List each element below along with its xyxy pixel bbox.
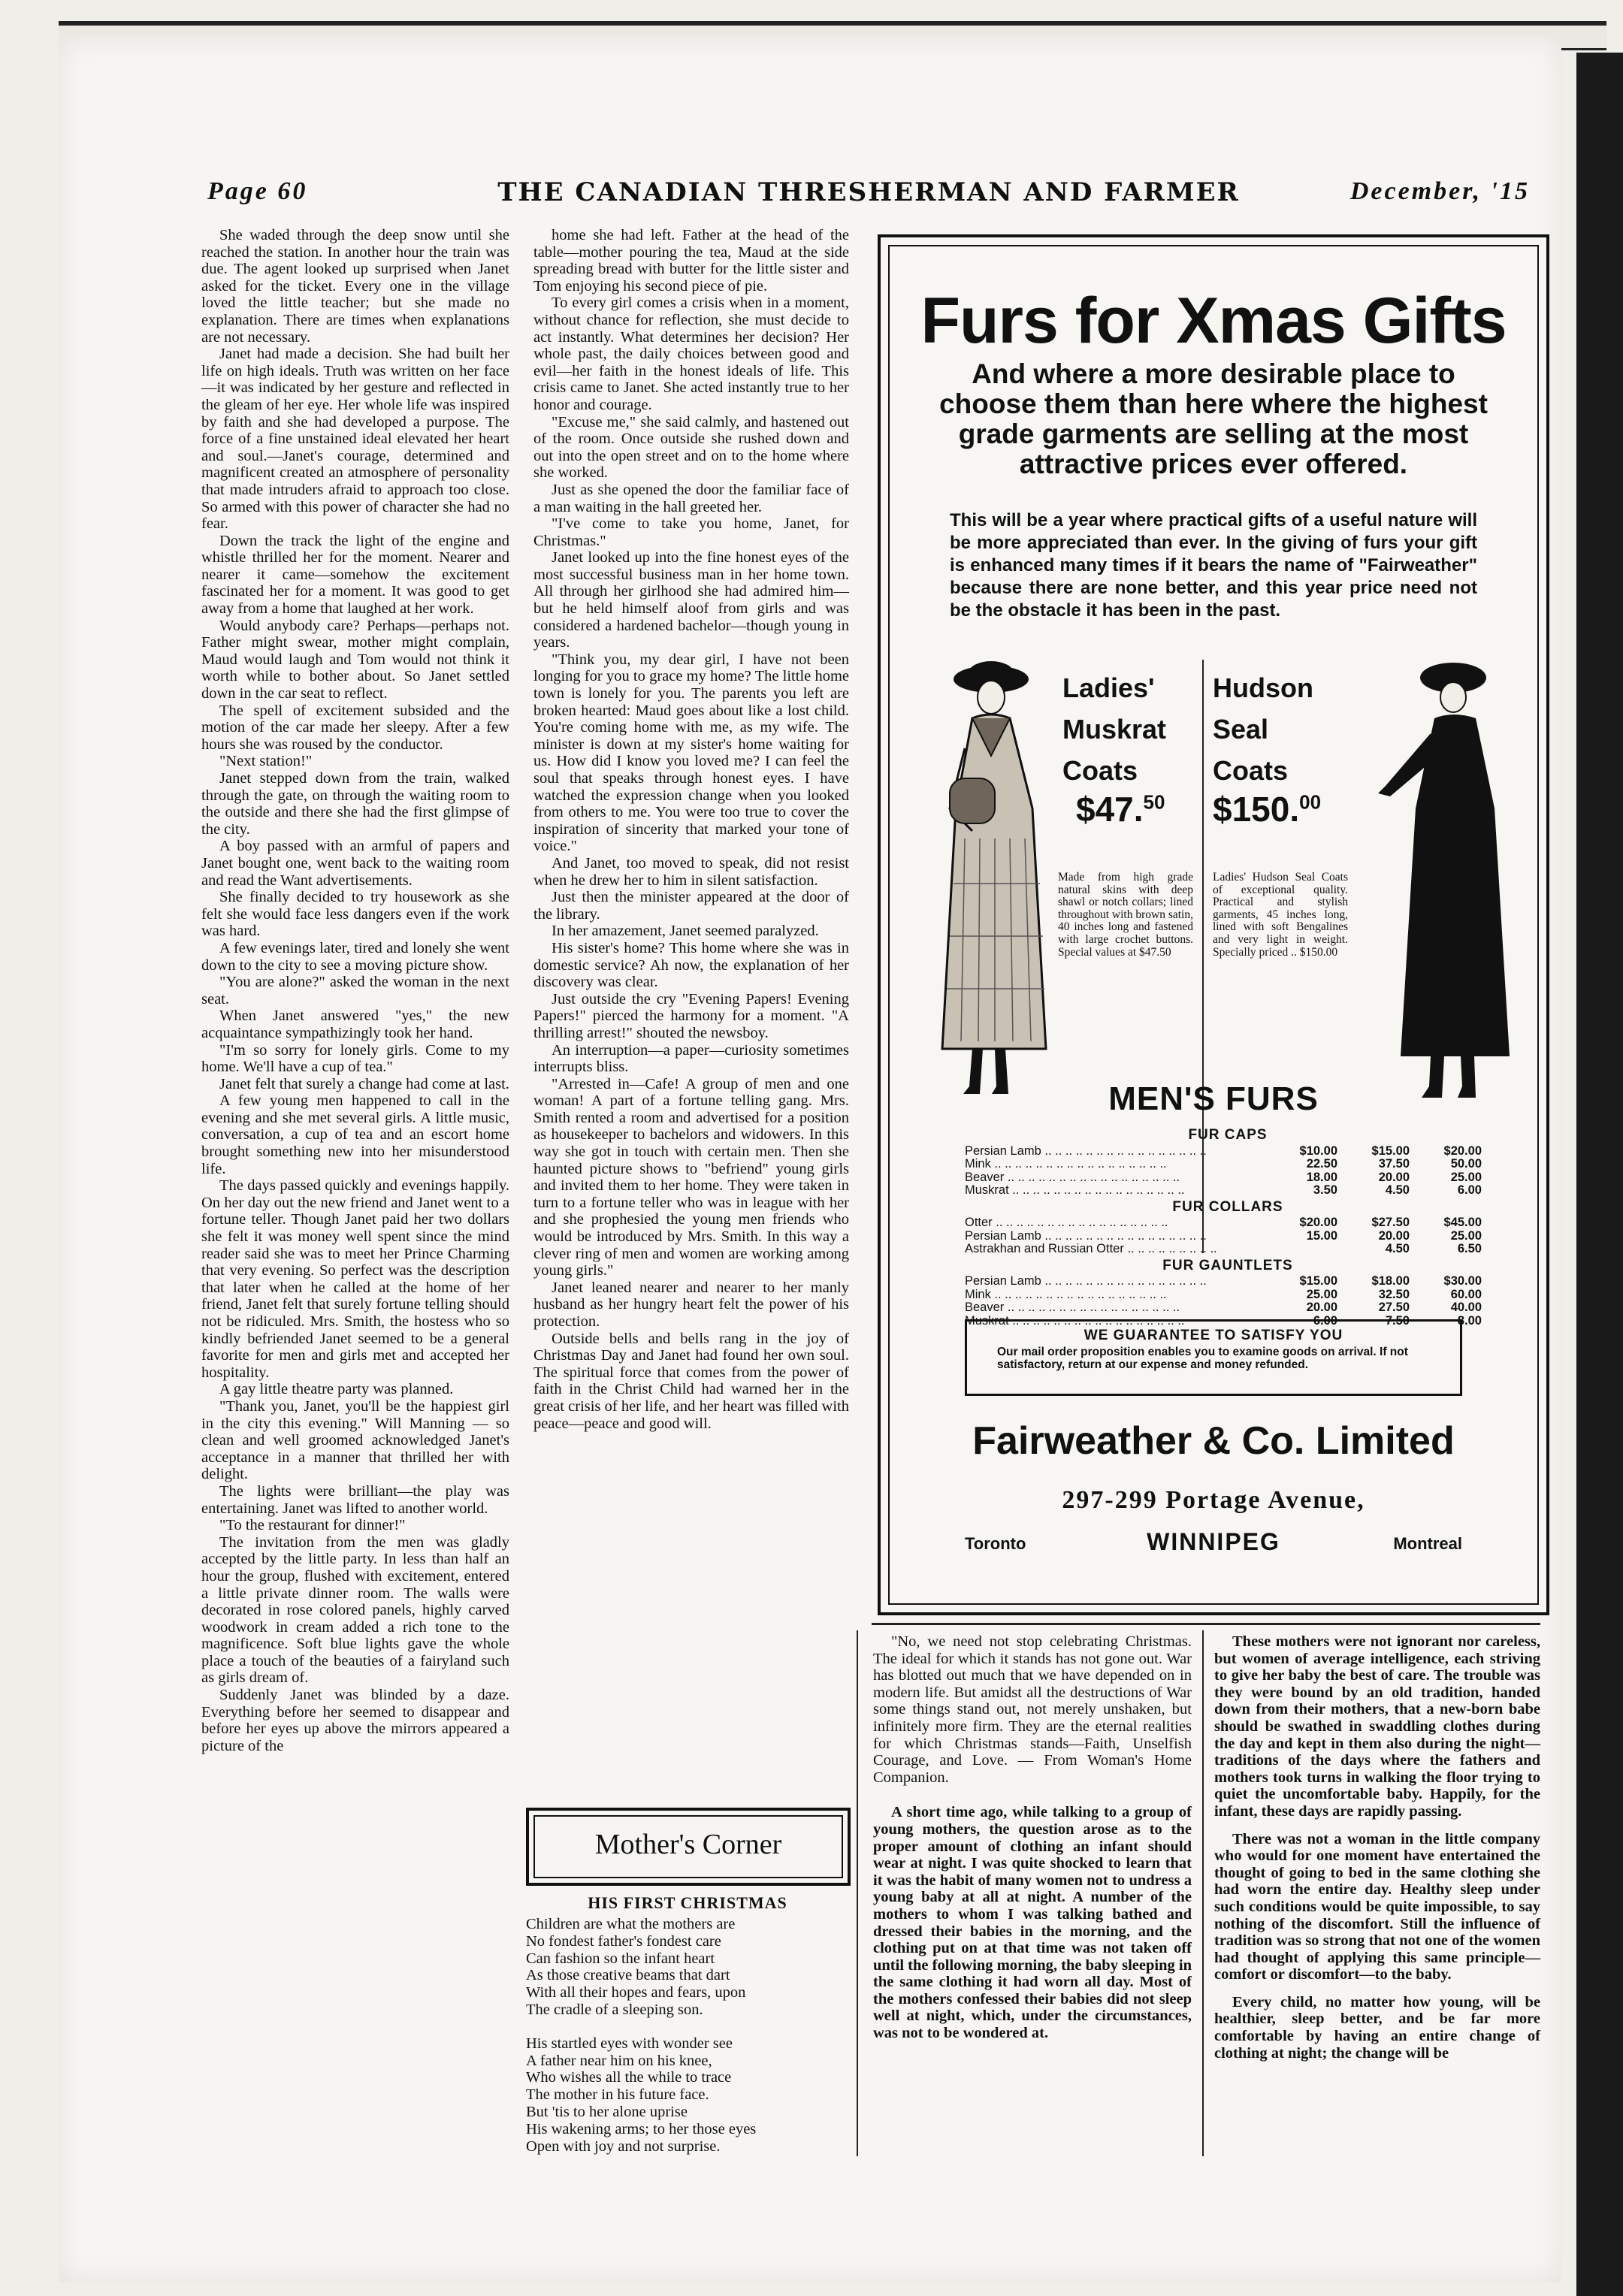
column-rule bbox=[1202, 1630, 1204, 2156]
poem-line: His wakening arms; to her those eyes bbox=[526, 2120, 757, 2137]
ad-title: Furs for Xmas Gifts bbox=[920, 285, 1507, 357]
story-paragraph: Janet had made a decision. She had built her life on high ideals. Truth was written on her face—it was indicated by her gesture and reflected in the gleam of her eye. Her whole life was inspired by faith and she had developed a purpose. The force of a fine unstained ideal elevated her heart and soul.—Janet's courage, determined and magnificent created an atmosphere of personality that made intruders afraid to approach too close. So armed with this power of character she had no fear. bbox=[201, 346, 509, 533]
company-address: 297-299 Portage Avenue, bbox=[1062, 1486, 1365, 1514]
article-paragraph: There was not a woman in the little company who would for one moment have entertained the thought of going to bed in the same clothing she had worn the entire day. Healthy sleep under such conditions would be quite impossible, to say nothing of the discomfort. Still the influence of tradition was so strong that not one of the women had thought of applying this same principle—comfort or discomfort—to the baby. bbox=[1214, 1830, 1540, 1983]
section-rule bbox=[872, 1623, 1540, 1625]
muskrat-heading-line: Ladies' bbox=[1062, 672, 1155, 703]
story-paragraph: Just then the minister appeared at the door of the library. bbox=[533, 889, 849, 923]
story-paragraph: "Next station!" bbox=[219, 753, 313, 770]
seal-price-cents: 00 bbox=[1299, 790, 1322, 814]
fur-price-table bbox=[965, 1125, 1491, 1328]
city-toronto: Toronto bbox=[965, 1534, 1026, 1553]
story-column-2 bbox=[533, 227, 849, 1432]
story-paragraph: The spell of excitement subsided and the motion of the car made her sleepy. After a few hours she was roused by the conductor. bbox=[201, 702, 509, 753]
price-cell: 6.00 bbox=[1313, 1313, 1337, 1328]
price-cell: 25.00 bbox=[1450, 1228, 1482, 1243]
price-cell: 27.50 bbox=[1378, 1301, 1410, 1314]
story-paragraph: The days passed quickly and evenings happily. On her day out the new friend and Janet went to a fortune teller. Though Janet paid her two dollars she felt it was money well spent since the mind reader said she was to meet her Prince Charming that very evening. So perfect was the description that later when he called at the home of her friend, Janet felt that surely fortune telling should not be ridiculed. Mrs. Smith, the hostess who so kindly befriended Janet seemed to be a general favorite for men and girls met and accepted her hospitality. bbox=[201, 1177, 509, 1381]
column-rule bbox=[857, 1630, 858, 2156]
article-paragraph: These mothers were not ignorant nor careless, but women of average intelligence, each striving to give her baby the best of care. The trouble was they were bound by an old tradition, handed down from their mothers, that a new-born babe should be swathed in swaddling clothes during the day and kept in them also during the night—traditions of the days where the fathers and mothers took turns in walking the floor trying to quiet the uncomfortable baby. Happily, for the infant, these days are rapidly passing. bbox=[1214, 1633, 1540, 1820]
poem-line: With all their hopes and fears, upon bbox=[526, 1984, 746, 2001]
article-paragraph: A short time ago, while talking to a group of young mothers, the question arose as to the proper amount of clothing an infant should wear at night. I was quite shocked to learn that it was the habit of many women not to undress a young baby at all at night. A number of the mothers to whom I was talking bathed and dressed their babies in the morning, and the clothing put on at that time was not taken off until the following morning, the baby sleeping in the same clothing it had worn all day. Most of the mothers confessed their babies did not sleep well at night, which, under the circumstances, was not to be wondered at. bbox=[873, 1804, 1192, 2042]
item-name-text: Persian Lamb bbox=[965, 1275, 1041, 1288]
table-row bbox=[965, 1230, 1491, 1243]
muskrat-heading bbox=[1062, 667, 1166, 791]
seal-heading-line: Seal bbox=[1213, 714, 1269, 745]
table-row bbox=[965, 1288, 1491, 1302]
price-cell: $27.50 bbox=[1371, 1216, 1410, 1229]
guarantee-title: WE GUARANTEE TO SATISFY YOU bbox=[1084, 1328, 1343, 1343]
fur-caps-title: FUR CAPS bbox=[1188, 1127, 1268, 1143]
item-name: Mink .. .. .. .. .. .. .. .. .. .. .. .. .. .. .. .. .. bbox=[965, 1158, 1167, 1171]
muskrat-price bbox=[1076, 789, 1165, 829]
poem-line: The mother in his future face. bbox=[526, 2086, 709, 2104]
poem-line: But 'tis to her alone uprise bbox=[526, 2103, 688, 2120]
price-cell: 22.50 bbox=[1306, 1157, 1337, 1171]
table-row bbox=[965, 1301, 1491, 1315]
price-cell: $20.00 bbox=[1443, 1143, 1482, 1158]
poem-line: The cradle of a sleeping son. bbox=[526, 2001, 703, 2018]
price-cell: $30.00 bbox=[1443, 1274, 1482, 1288]
price-cell: 20.00 bbox=[1378, 1228, 1410, 1243]
item-name-text: Muskrat bbox=[965, 1184, 1009, 1197]
fur-collars-title: FUR COLLARS bbox=[1172, 1198, 1283, 1215]
price-cell: 60.00 bbox=[1450, 1287, 1482, 1301]
poem-title: HIS FIRST CHRISTMAS bbox=[588, 1893, 787, 1912]
item-name-text: Astrakhan and Russian Otter bbox=[965, 1243, 1124, 1255]
muskrat-price-cents: 50 bbox=[1143, 790, 1165, 814]
seal-price-dollars: $150. bbox=[1213, 790, 1300, 829]
poem-line bbox=[526, 2019, 857, 2035]
poem-line: No fondest father's fondest care bbox=[526, 1932, 721, 1950]
story-paragraph: Suddenly Janet was blinded by a daze. Everything before her seemed to disappear and before her eyes up above the mirrors appeared a picture of the bbox=[201, 1687, 509, 1754]
story-paragraph: "To the restaurant for dinner!" bbox=[219, 1517, 406, 1534]
poem-line: Can fashion so the infant heart bbox=[526, 1950, 715, 1967]
muskrat-heading-line: Coats bbox=[1062, 755, 1138, 786]
price-cell: $20.00 bbox=[1299, 1216, 1337, 1229]
item-name-text: Persian Lamb bbox=[965, 1229, 1041, 1243]
mothers-column-1 bbox=[873, 1633, 1192, 2042]
story-paragraph: An interruption—a paper—curiosity sometimes interrupts bliss. bbox=[533, 1041, 849, 1076]
story-paragraph: His sister's home? This home where she was in domestic service? Ah now, the explanation of her discovery was clear. bbox=[533, 939, 849, 991]
poem-line: Children are what the mothers are bbox=[526, 1916, 736, 1932]
story-paragraph: "Arrested in—Cafe! A group of men and one woman! A part of a fortune telling gang. Mrs. Smith rented a room and advertised for a position as housekeeper to bachelors and widowers. In this way she got in touch with certain men. Then she haunted picture shows to "befriend" young girls and invited them to her home. They were taken in turn to a fortune teller who was in league with her and she prophesied the young men friends who would be introduced by Mrs. Smith. In this way a clever ring of men and women are working among young girls." bbox=[533, 1075, 849, 1279]
item-name: Beaver .. .. .. .. .. .. .. .. .. .. .. .. .. .. .. .. .. bbox=[965, 1171, 1180, 1184]
table-row bbox=[965, 1275, 1491, 1288]
table-row bbox=[965, 1145, 1491, 1159]
story-paragraph: "I've come to take you home, Janet, for Christmas." bbox=[533, 515, 849, 549]
page-number: Page 60 bbox=[207, 177, 308, 205]
price-cell: 40.00 bbox=[1450, 1301, 1482, 1314]
story-paragraph: And Janet, too moved to speak, did not resist when he drew her to him in silent satisfaction. bbox=[533, 854, 849, 889]
price-cell: 25.00 bbox=[1450, 1170, 1482, 1184]
ad-body: This will be a year where practical gifts of a useful nature will be more appreciated than ever. In the giving of furs your gift is enhanced many times if it bears the name of "Fairweather" because there are none better, and this year price need not be the obstacle it has been in the past. bbox=[950, 510, 1477, 621]
price-cell: $18.00 bbox=[1371, 1274, 1410, 1288]
price-cell: $15.00 bbox=[1299, 1274, 1337, 1288]
item-name: Muskrat .. .. .. .. .. .. .. .. .. .. .. .. .. .. .. .. .. bbox=[965, 1184, 1185, 1197]
item-name-text: Beaver bbox=[965, 1301, 1005, 1314]
story-paragraph: Janet looked up into the fine honest eyes of the most successful business man in her home town. All through her girlhood she had admired him—but he held himself aloof from girls and was considered a hardened bachelor—though young in years. bbox=[533, 549, 849, 651]
table-row bbox=[965, 1243, 1491, 1256]
price-cell: 25.00 bbox=[1306, 1287, 1337, 1301]
fur-gauntlets-title: FUR GAUNTLETS bbox=[1162, 1257, 1293, 1273]
item-name: Astrakhan and Russian Otter .. .. .. .. .. .. .. .. .. bbox=[965, 1243, 1217, 1255]
story-paragraph: Would anybody care? Perhaps—perhaps not. Father might swear, mother might complain, Maud would laugh and Tom would not think it worth while to bother about. So Janet settled down in the car seat to reflect. bbox=[201, 617, 509, 702]
price-cell: 4.50 bbox=[1385, 1183, 1410, 1197]
story-paragraph: "You are alone?" asked the woman in the next seat. bbox=[201, 974, 509, 1008]
poem bbox=[526, 1916, 857, 2155]
price-cell: 6.00 bbox=[1457, 1183, 1482, 1197]
item-name-text: Otter bbox=[965, 1216, 993, 1229]
story-paragraph: When Janet answered "yes," the new acquaintance sympathizingly took her hand. bbox=[201, 1008, 509, 1041]
muskrat-price-dollars: $47. bbox=[1076, 790, 1144, 829]
table-row bbox=[965, 1216, 1491, 1230]
seal-heading bbox=[1213, 667, 1313, 791]
price-cell: 50.00 bbox=[1450, 1157, 1482, 1171]
issue-date: December, '15 bbox=[1349, 177, 1530, 205]
story-paragraph: Just outside the cry "Evening Papers! Evening Papers!" pierced the harmony for a moment. "A thrilling arrest!" shouted the newsboy. bbox=[533, 990, 849, 1041]
ad-inner-border bbox=[888, 245, 1539, 1605]
item-name-text: Mink bbox=[965, 1288, 991, 1301]
mens-furs-title: MEN'S FURS bbox=[1108, 1080, 1319, 1117]
price-cell: 3.50 bbox=[1313, 1183, 1337, 1197]
story-paragraph: Janet stepped down from the train, walked through the gate, on through the waiting room to the outside and there she had the first glimpse of the city. bbox=[201, 770, 509, 838]
price-cell: 4.50 bbox=[1385, 1242, 1410, 1255]
poem-line: Open with joy and not surprise. bbox=[526, 2137, 721, 2155]
seal-coat-illustration bbox=[1371, 658, 1528, 1101]
article-paragraph: "No, we need not stop celebrating Christmas. The ideal for which it stands has not gone out. War has blotted out much that we have depended on in modern life. But amidst all the destructions of War some things stand out, not merely unshaken, but infinitely more firm. They are the eternal realities for which Christmas stands—Faith, Unselfish Courage, and Love. — From Woman's Home Companion. bbox=[873, 1633, 1192, 1786]
mothers-column-2 bbox=[1214, 1633, 1540, 2062]
story-paragraph: A boy passed with an armful of papers and Janet bought one, went back to the waiting room and read the Want advertisements. bbox=[201, 838, 509, 889]
story-paragraph: "Excuse me," she said calmly, and hastened out of the room. Once outside she rushed down and out into the open street and on to the home where she worked. bbox=[533, 413, 849, 482]
item-name-text: Beaver bbox=[965, 1171, 1005, 1184]
item-name: Beaver .. .. .. .. .. .. .. .. .. .. .. .. .. .. .. .. .. bbox=[965, 1301, 1180, 1314]
story-paragraph: She finally decided to try housework as she felt she would face less dangers even if the work was hard. bbox=[201, 889, 509, 940]
mothers-corner-box bbox=[526, 1808, 851, 1886]
item-name: Muskrat .. .. .. .. .. .. .. .. .. .. .. .. .. .. .. .. .. bbox=[965, 1314, 1185, 1328]
item-name: Persian Lamb .. .. .. .. .. .. .. .. .. .. .. .. .. .. .. .. bbox=[965, 1144, 1207, 1158]
price-cell: 15.00 bbox=[1306, 1228, 1337, 1243]
story-paragraph: To every girl comes a crisis when in a moment, without chance for reflection, she must decide to act instantly. What determines her decision? Her whole past, the daily choices between good and evil—her faith in the honest ideals of life. This crisis came to Janet. She acted instantly true to her honor and courage. bbox=[533, 295, 849, 413]
price-cell: $45.00 bbox=[1443, 1216, 1482, 1229]
scan-right-edge bbox=[1576, 53, 1623, 2296]
poem-line: As those creative beams that dart bbox=[526, 1967, 730, 1984]
story-paragraph: "Thank you, Janet, you'll be the happiest girl in the city this evening." Will Manning — so clean and well groomed acknowledged Janet's acceptance in a manner that thrilled her with delight. bbox=[201, 1397, 509, 1483]
story-paragraph: Just as she opened the door the familiar face of a man waiting in the hall greeted her. bbox=[533, 481, 849, 515]
seal-heading-line: Coats bbox=[1213, 755, 1289, 786]
muskrat-coat-illustration bbox=[920, 658, 1062, 1101]
item-name: Mink .. .. .. .. .. .. .. .. .. .. .. .. .. .. .. .. .. bbox=[965, 1288, 1167, 1301]
poem-line: His startled eyes with wonder see bbox=[526, 2035, 733, 2052]
price-cell: 32.50 bbox=[1378, 1287, 1410, 1301]
mothers-corner-title: Mother's Corner bbox=[533, 1815, 843, 1878]
poem-line: Who wishes all the while to trace bbox=[526, 2069, 732, 2086]
story-paragraph: Outside bells and bells rang in the joy of Christmas Day and Janet had found her own soul. The spiritual force that comes from the power of faith in the Christ Child had warned her in the great crisis of her life, and her heart was filled with peace—peace and good will. bbox=[533, 1330, 849, 1432]
story-paragraph: The lights were brilliant—the play was entertaining. Janet was lifted to another world. bbox=[201, 1482, 509, 1517]
item-name: Otter .. .. .. .. .. .. .. .. .. .. .. .. .. .. .. .. .. bbox=[965, 1216, 1168, 1229]
story-paragraph: Janet felt that surely a change had come at last. bbox=[219, 1075, 509, 1092]
story-column-1 bbox=[201, 227, 509, 1754]
price-cell: 8.00 bbox=[1457, 1313, 1482, 1328]
story-paragraph: Janet leaned nearer and nearer to her manly husband as her hungry heart felt the power of his protection. bbox=[533, 1279, 849, 1330]
story-paragraph: A few evenings later, tired and lonely she went down to the city to see a moving picture show. bbox=[201, 939, 509, 974]
story-paragraph: home she had left. Father at the head of the table—mother pouring the tea, Maud at the side spreading bread with butter for the little sister and Tom enjoying his second piece of pie. bbox=[533, 227, 849, 295]
table-row bbox=[965, 1184, 1491, 1198]
city-winnipeg: WINNIPEG bbox=[1147, 1528, 1280, 1555]
article-paragraph: Every child, no matter how young, will be healthier, sleep better, and be far more comfortable by having an entire change of clothing at night; the change will be bbox=[1214, 1993, 1540, 2062]
guarantee-text: Our mail order proposition enables you to examine goods on arrival. If not satisfactory, return at our expense and money refunded. bbox=[997, 1346, 1408, 1371]
story-paragraph: A gay little theatre party was planned. bbox=[219, 1381, 454, 1398]
story-paragraph: "Think you, my dear girl, I have not been longing for you to grace my home? The little home town is lonely for you. The parents you left are broken hearted: Maud goes about like a lost child. You're coming home with me, as my wife. The minister is down at my sister's home waiting for us. How did I know you loved me? I can feel the soul that speaks through honest eyes. I have watched the expression change when you looked from others to me. You were too true to cover the inspiration of sincerity that marked your tone of voice." bbox=[533, 651, 849, 855]
seal-price bbox=[1213, 789, 1321, 829]
story-paragraph: She waded through the deep snow until she reached the station. In another hour the train was due. The agent looked up surprised when Janet asked for the ticket. Every one in the village loved the little teacher; but she made no explanation. There are times when explanations are not necessary. bbox=[201, 227, 509, 346]
price-cell: 20.00 bbox=[1378, 1170, 1410, 1184]
guarantee-box bbox=[965, 1319, 1462, 1396]
price-cell: 18.00 bbox=[1306, 1170, 1337, 1184]
poem-line: A father near him on his knee, bbox=[526, 2052, 712, 2069]
story-paragraph: The invitation from the men was gladly accepted by the little party. In less than half an hour the group, flushed with excitement, entered a little private dinner room. The walls were decorated in rose colored panels, highly carved woodwork in cream added a rich tone to the magnificence. Soft blue lights gave the whole place a touch of the beauties of a fairyland such as girls dream of. bbox=[201, 1533, 509, 1687]
item-name: Persian Lamb .. .. .. .. .. .. .. .. .. .. .. .. .. .. .. .. bbox=[965, 1229, 1207, 1243]
table-row bbox=[965, 1158, 1491, 1171]
item-name-text: Muskrat bbox=[965, 1314, 1009, 1328]
muskrat-heading-line: Muskrat bbox=[1062, 714, 1167, 745]
page-header bbox=[207, 177, 1530, 216]
ad-subtitle: And where a more desirable place to choose them than here where the highest grade garments are selling at the most attractive prices ever offered. bbox=[939, 358, 1488, 479]
table-row bbox=[965, 1171, 1491, 1185]
story-paragraph: In her amazement, Janet seemed paralyzed. bbox=[552, 923, 819, 940]
seal-description: Ladies' Hudson Seal Coats of exceptional quality. Practical and stylish garments, 45 inches long, lined with soft Bengalines and very light in weight. Specially priced .. $150.00 bbox=[1213, 871, 1348, 959]
story-paragraph: Down the track the light of the engine and whistle thrilled her for the moment. Nearer and nearer it came—somehow the excitement fascinated her for a moment. It was good to get away from a home that laughed at her work. bbox=[201, 532, 509, 618]
muskrat-description: Made from high grade natural skins with deep shawl or notch collars; lined throughout with brown satin, 40 inches long and fastened with large crochet buttons. Special values at $47.50 bbox=[1058, 871, 1193, 959]
city-montreal: Montreal bbox=[1393, 1534, 1462, 1553]
item-name-text: Persian Lamb bbox=[965, 1144, 1041, 1158]
story-paragraph: A few young men happened to call in the evening and she met several girls. A little music, conversation, a cup of tea and an escort home brought something new into her misunderstood life. bbox=[201, 1092, 509, 1177]
company-name: Fairweather & Co. Limited bbox=[972, 1419, 1455, 1463]
price-cell: 6.50 bbox=[1457, 1242, 1482, 1255]
masthead: THE CANADIAN THRESHERMAN AND FARMER bbox=[497, 177, 1240, 207]
price-cell: $10.00 bbox=[1299, 1143, 1337, 1158]
price-cell: 7.50 bbox=[1385, 1313, 1410, 1328]
story-paragraph: "I'm so sorry for lonely girls. Come to my home. We'll have a cup of tea." bbox=[201, 1041, 509, 1076]
price-cell: 20.00 bbox=[1306, 1301, 1337, 1314]
price-cell: 37.50 bbox=[1378, 1157, 1410, 1171]
fur-advertisement bbox=[878, 234, 1549, 1615]
price-cell: $15.00 bbox=[1371, 1143, 1410, 1158]
item-name-text: Mink bbox=[965, 1158, 991, 1171]
price-cell bbox=[1265, 1243, 1337, 1256]
item-name: Persian Lamb .. .. .. .. .. .. .. .. .. .. .. .. .. .. .. .. bbox=[965, 1275, 1207, 1288]
seal-heading-line: Hudson bbox=[1213, 672, 1313, 703]
